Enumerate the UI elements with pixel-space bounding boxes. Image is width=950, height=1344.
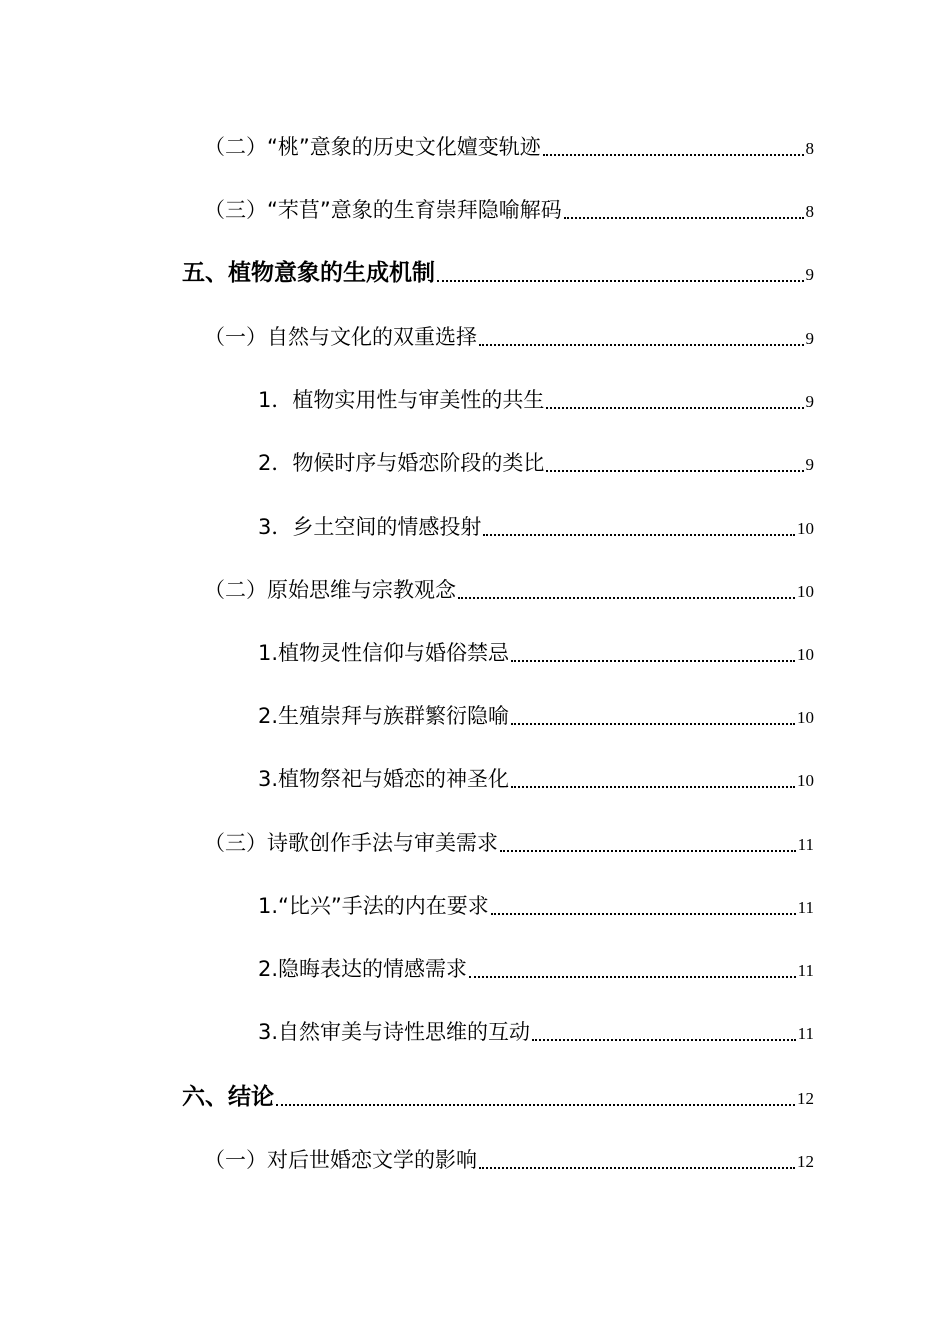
toc-entry-title: 3.植物祭祀与婚恋的神圣化 xyxy=(258,767,510,791)
toc-page-number: 8 xyxy=(805,202,814,221)
toc-dot-leader xyxy=(546,407,803,409)
toc-entry-title: （二）原始思维与宗教观念 xyxy=(204,578,456,602)
toc-dot-leader xyxy=(532,1039,796,1041)
toc-entry-title: 1.植物灵性信仰与婚俗禁忌 xyxy=(258,641,510,665)
toc-dot-leader xyxy=(511,723,795,725)
toc-entry-title: 3．乡土空间的情感投射 xyxy=(258,515,482,539)
toc-page-number: 10 xyxy=(797,645,814,664)
toc-entry-title: 1．植物实用性与审美性的共生 xyxy=(258,388,545,412)
toc-entry-plant-spirituality[interactable] xyxy=(258,634,814,666)
toc-dot-leader xyxy=(479,344,804,346)
toc-dot-leader xyxy=(546,470,803,472)
toc-page-number: 12 xyxy=(797,1152,814,1171)
toc-entry-title: （一）对后世婚恋文学的影响 xyxy=(204,1148,477,1172)
toc-entry-title: 五、植物意象的生成机制 xyxy=(182,260,435,286)
toc-dot-leader xyxy=(564,217,804,219)
toc-entry-poetic-technique[interactable] xyxy=(204,824,814,856)
toc-dot-leader xyxy=(491,913,796,915)
toc-dot-leader xyxy=(500,850,796,852)
toc-dot-leader xyxy=(483,534,795,536)
toc-dot-leader xyxy=(511,786,795,788)
toc-entry-title: （一）自然与文化的双重选择 xyxy=(204,325,477,349)
toc-entry-primitive-religion[interactable] xyxy=(204,571,814,603)
toc-page-number: 11 xyxy=(797,961,814,980)
toc-page-number: 9 xyxy=(805,455,814,474)
toc-dot-leader xyxy=(479,1167,795,1169)
toc-page-number: 10 xyxy=(797,582,814,601)
toc-page-number: 12 xyxy=(797,1089,814,1108)
toc-entry-nature-culture[interactable] xyxy=(204,318,814,350)
toc-entry-title: 2.隐晦表达的情感需求 xyxy=(258,957,468,981)
toc-entry-later-influence[interactable] xyxy=(204,1141,814,1173)
toc-dot-leader xyxy=(511,660,795,662)
toc-page-number: 10 xyxy=(797,708,814,727)
toc-entry-nature-poetic-thinking[interactable] xyxy=(258,1013,814,1045)
toc-dot-leader xyxy=(437,280,804,282)
toc-page-number: 11 xyxy=(797,835,814,854)
toc-page-number: 11 xyxy=(797,1024,814,1043)
toc-entry-title: （三）诗歌创作手法与审美需求 xyxy=(204,831,498,855)
toc-entry-chapter-5[interactable] xyxy=(182,254,814,286)
toc-entry-chapter-6[interactable] xyxy=(182,1078,814,1110)
toc-entry-title: 2．物候时序与婚恋阶段的类比 xyxy=(258,451,545,475)
toc-entry-rural-space[interactable] xyxy=(258,508,814,540)
toc-entry-reproduction-worship[interactable] xyxy=(258,697,814,729)
toc-page-number: 11 xyxy=(797,898,814,917)
toc-entry-title: 六、结论 xyxy=(182,1084,274,1110)
toc-entry-title: 3.自然审美与诗性思维的互动 xyxy=(258,1020,531,1044)
toc-entry-plant-sacrifice[interactable] xyxy=(258,760,814,792)
toc-page-number: 8 xyxy=(805,139,814,158)
toc-entry-title: （三）“芣苢”意象的生育崇拜隐喻解码 xyxy=(204,198,562,222)
toc-page-number: 9 xyxy=(805,265,814,284)
toc-entry-phenology-analogy[interactable] xyxy=(258,444,814,476)
toc-entry-fuyi-fertility[interactable] xyxy=(204,191,814,223)
toc-page-number: 10 xyxy=(797,519,814,538)
toc-page-number: 9 xyxy=(805,392,814,411)
toc-page-number: 9 xyxy=(805,329,814,348)
toc-entry-title: 2.生殖崇拜与族群繁衍隐喻 xyxy=(258,704,510,728)
toc-dot-leader xyxy=(458,597,795,599)
toc-entry-practical-aesthetic[interactable] xyxy=(258,381,814,413)
toc-dot-leader xyxy=(469,976,796,978)
toc-entry-title: （二）“桃”意象的历史文化嬗变轨迹 xyxy=(204,135,541,159)
toc-entry-bixing[interactable] xyxy=(258,887,814,919)
toc-dot-leader xyxy=(276,1104,795,1106)
toc-entry-title: 1.“比兴”手法的内在要求 xyxy=(258,894,489,918)
toc-dot-leader xyxy=(543,154,804,156)
toc-entry-implicit-expression[interactable] xyxy=(258,950,814,982)
toc-entry-peach-evolution[interactable] xyxy=(204,128,814,160)
toc-page-number: 10 xyxy=(797,771,814,790)
